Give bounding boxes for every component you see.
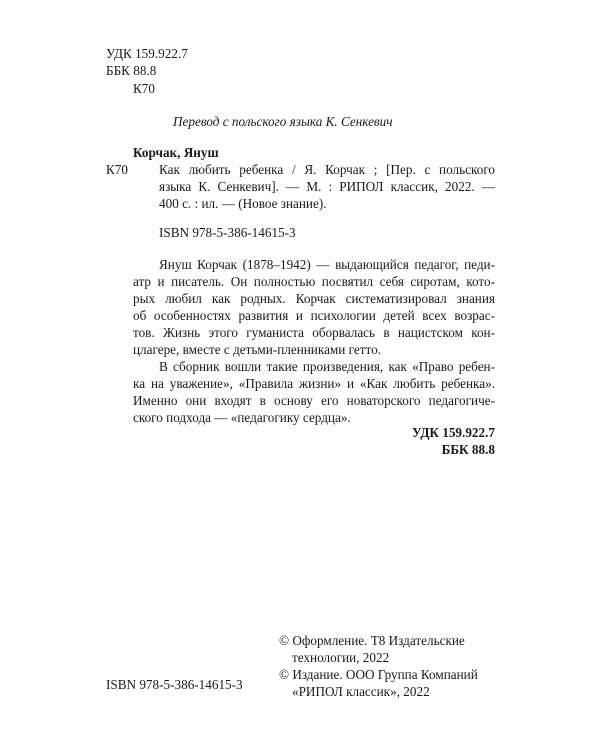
classification-udk: УДК 159.922.7	[411, 425, 495, 440]
annotation-line: цлагере, вместе с детьми-пленниками гетто.	[133, 342, 381, 357]
entry-description-line: 400 с. : ил. — (Новое знание).	[159, 196, 327, 211]
classification-bbk: ББК 88.8	[441, 442, 495, 457]
entry-description-line: языка К. Сенкевич]. — М. : РИПОЛ классик, 2022. —	[159, 179, 495, 194]
annotation-line: ка на уважение», «Правила жизни» и «Как любить ребенка».	[133, 376, 495, 391]
copyright-edition-line: © Издание. ООО Группа Компаний	[279, 667, 478, 682]
copyright-block	[279, 632, 499, 700]
entry-mark: К70	[106, 162, 128, 177]
udk-header: УДК 159.922.7	[106, 46, 188, 61]
annotation-line: Именно они входят в основу его новаторского педагогиче-	[133, 393, 495, 408]
entry-description-line: Как любить ребенка / Я. Корчак ; [Пер. с польского	[159, 162, 495, 177]
footer-isbn: ISBN 978-5-386-14615-3	[106, 677, 243, 692]
translation-note: Перевод с польского языка К. Сенкевич	[173, 114, 393, 129]
annotation-line: В сборник вошли такие произведения, как «Право ребен-	[159, 359, 495, 374]
annotation-line: тов. Жизнь этого гуманиста оборвалась в нацистском кон-	[133, 325, 495, 340]
copyright-design-line: технологии, 2022	[292, 650, 390, 665]
annotation-paragraph-2	[133, 358, 495, 426]
author-mark-header: К70	[133, 81, 155, 96]
copyright-design-line: © Оформление. Т8 Издательские	[279, 633, 465, 648]
annotation-line: об особенностях развития и психологии детей всех возрас-	[133, 308, 495, 323]
entry-isbn: ISBN 978-5-386-14615-3	[159, 225, 296, 240]
annotation-line: Януш Корчак (1878–1942) — выдающийся педагог, педи-	[159, 257, 495, 272]
entry-description	[159, 161, 495, 212]
classification-block	[330, 424, 495, 458]
annotation-line: рых любил как родных. Корчак систематизировал знания	[133, 291, 495, 306]
entry-author: Корчак, Януш	[133, 145, 219, 160]
bbk-header: ББК 88.8	[106, 63, 157, 78]
annotation-paragraph-1	[133, 256, 495, 358]
copyright-edition-line: «РИПОЛ классик», 2022	[292, 684, 430, 699]
annotation-line: ского подхода — «педагогику сердца».	[133, 410, 351, 425]
annotation-line: атр и писатель. Он полностью посвятил себя сиротам, кото-	[133, 274, 495, 289]
